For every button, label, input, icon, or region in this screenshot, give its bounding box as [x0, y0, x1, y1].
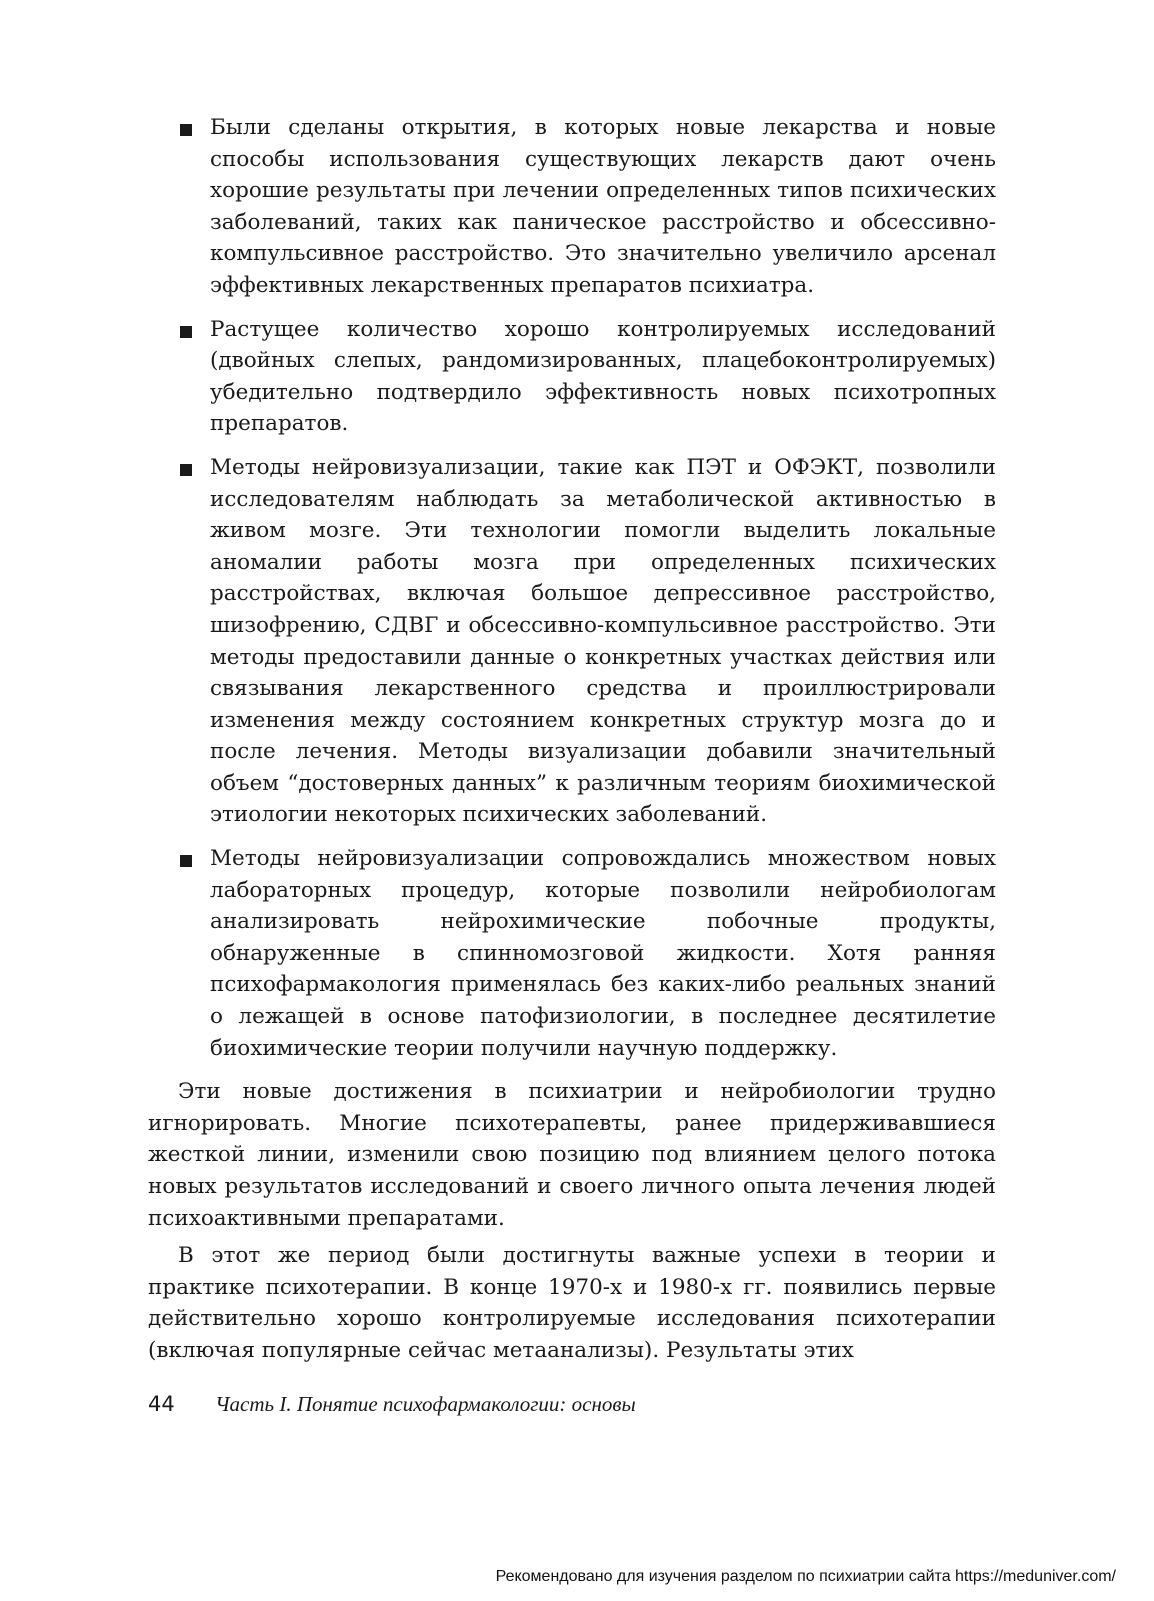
page-body [148, 112, 996, 1367]
body-paragraph: В этот же период были достигнуты важные успехи в теории и практике психотерапии. В конце 1970-х и 1980-х гг. появились первые действительно хорошо контролируемые исследования психотерапии (включая популярные сейчас метаанализы). Результаты этих [148, 1243, 996, 1363]
square-bullet-icon [180, 124, 192, 136]
bullet-list [148, 112, 996, 1064]
page-footer [148, 1390, 996, 1418]
bullet-text: Растущее количество хорошо контролируемых исследований (двойных слепых, рандомизированных, плацебоконтролируемых) убедительно подтвердило эффективность новых психотропных препаратов. [210, 316, 996, 437]
bullet-text: Были сделаны открытия, в которых новые лекарства и новые способы использования существующих лекарств дают очень хорошие результаты при лечении определенных типов психических заболеваний, таких как паническое расстройство и обсессивно-компульсивное расстройство. Это значительно увеличило арсенал эффективных лекарственных препаратов психиатра. [210, 115, 996, 298]
bullet-item [148, 112, 996, 302]
running-title: Часть I. Понятие психофармакологии: основы [215, 1392, 636, 1416]
square-bullet-icon [180, 464, 192, 476]
bullet-item [148, 452, 996, 831]
bullet-item [148, 314, 996, 440]
bullet-text: Методы нейровизуализации сопровождались множеством новых лабораторных процедур, которые позволили нейробиологам анализировать нейрохимические побочные продукты, обнаруженные в спинномозговой жидкости. Хотя ранняя психофармакология применялась без каких-либо реальных знаний о лежащей в основе патофизиологии, в последнее десятилетие биохимические теории получили научную поддержку. [210, 846, 996, 1061]
page-number: 44 [148, 1392, 175, 1416]
square-bullet-icon [180, 326, 192, 338]
bullet-text: Методы нейровизуализации, такие как ПЭТ и ОФЭКТ, позволили исследователям наблюдать за метаболической активностью в живом мозге. Эти технологии помогли выделить локальные аномалии работы мозга при определенных психических расстройствах, включая большое депрессивное расстройство, шизофрению, СДВГ и обсессивно-компульсивное расстройство. Эти методы предоставили данные о конкретных участках действия или связывания лекарственного средства и проиллюстрировали изменения между состоянием конкретных структур мозга до и после лечения. Методы визуализации добавили значительный объем “достоверных данных” к различным теориям биохимической этиологии некоторых психических заболеваний. [210, 454, 996, 828]
square-bullet-icon [180, 855, 192, 867]
body-paragraph: Эти новые достижения в психиатрии и нейробиологии трудно игнорировать. Многие психотерапевты, ранее придерживавшиеся жесткой линии, изменили свою позицию под влиянием целого потока новых результатов исследований и своего личного опыта лечения людей психоактивными препаратами. [148, 1079, 996, 1231]
bullet-item [148, 843, 996, 1064]
watermark-text: Рекомендовано для изучения разделом по психиатрии сайта https://meduniver.com/ [495, 1568, 1116, 1585]
